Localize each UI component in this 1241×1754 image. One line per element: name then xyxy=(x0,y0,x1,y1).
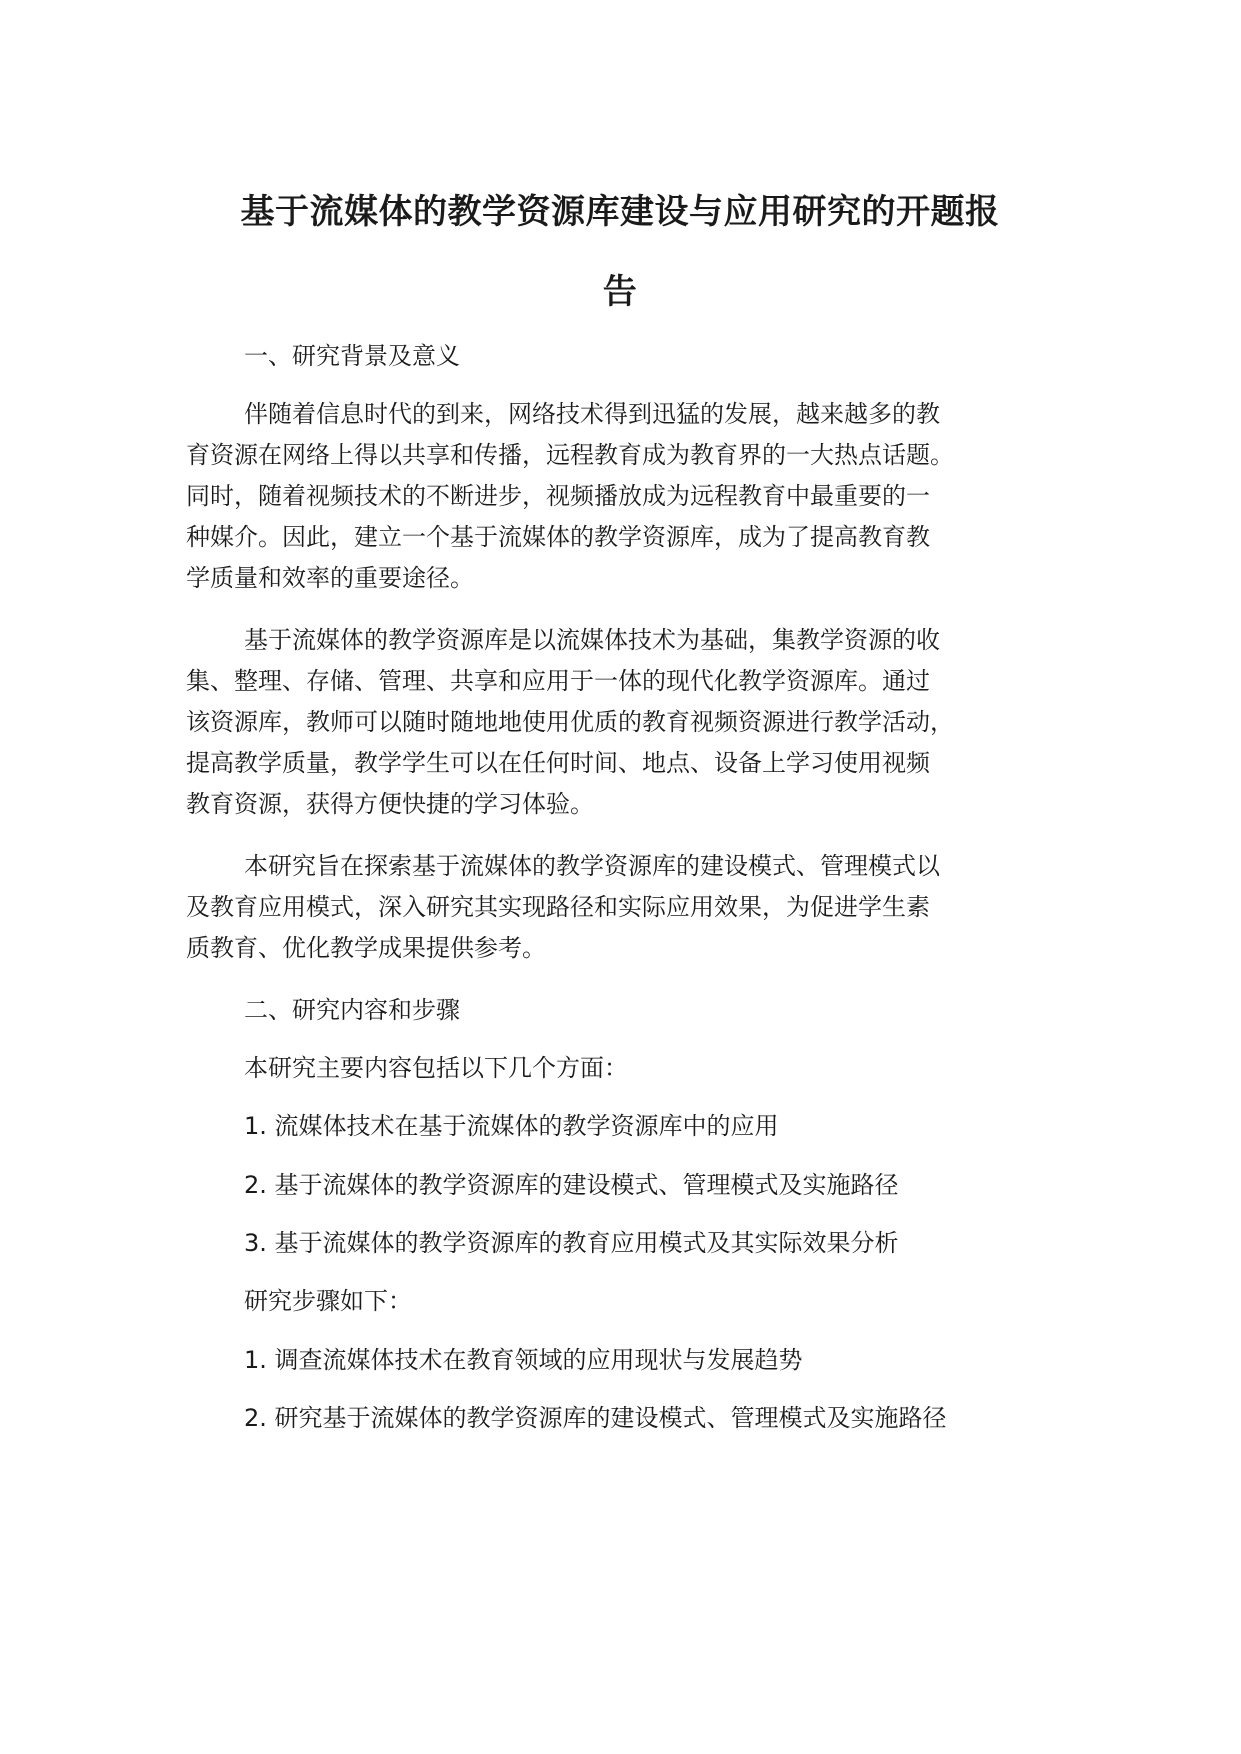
step-item-2: 2. 研究基于流媒体的教学资源库的建设模式、管理模式及实施路径 xyxy=(244,1404,947,1432)
paragraph-2 xyxy=(186,620,1076,825)
content-intro: 本研究主要内容包括以下几个方面： xyxy=(244,1054,628,1082)
content-item-3: 3. 基于流媒体的教学资源库的教育应用模式及其实际效果分析 xyxy=(244,1229,899,1257)
step-item-1: 1. 调查流媒体技术在教育领域的应用现状与发展趋势 xyxy=(244,1346,803,1374)
paragraph-line: 该资源库，教师可以随时随地地使用优质的教育视频资源进行教学活动， xyxy=(186,708,954,736)
paragraph-1 xyxy=(186,394,1076,599)
title-line-2: 告 xyxy=(602,272,638,312)
content-item-1: 1. 流媒体技术在基于流媒体的教学资源库中的应用 xyxy=(244,1112,779,1140)
title-line-1: 基于流媒体的教学资源库建设与应用研究的开题报 xyxy=(240,192,1000,232)
paragraph-line: 同时，随着视频技术的不断进步，视频播放成为远程教育中最重要的一 xyxy=(186,482,930,510)
content-item-2: 2. 基于流媒体的教学资源库的建设模式、管理模式及实施路径 xyxy=(244,1171,899,1199)
paragraph-line: 提高教学质量，教学学生可以在任何时间、地点、设备上学习使用视频 xyxy=(186,749,930,777)
paragraph-line: 伴随着信息时代的到来，网络技术得到迅猛的发展，越来越多的教 xyxy=(244,400,940,428)
paragraph-line: 育资源在网络上得以共享和传播，远程教育成为教育界的一大热点话题。 xyxy=(186,441,954,469)
document-title xyxy=(170,172,1070,332)
paragraph-line: 集、整理、存储、管理、共享和应用于一体的现代化教学资源库。通过 xyxy=(186,667,930,695)
paragraph-line: 质教育、优化教学成果提供参考。 xyxy=(186,934,546,962)
paragraph-line: 基于流媒体的教学资源库是以流媒体技术为基础，集教学资源的收 xyxy=(244,626,940,654)
paragraph-3 xyxy=(186,846,1076,969)
section-1-heading: 一、研究背景及意义 xyxy=(244,342,460,370)
paragraph-line: 种媒介。因此，建立一个基于流媒体的教学资源库，成为了提高教育教 xyxy=(186,523,930,551)
paragraph-line: 及教育应用模式，深入研究其实现路径和实际应用效果，为促进学生素 xyxy=(186,893,930,921)
paragraph-line: 学质量和效率的重要途径。 xyxy=(186,564,474,592)
paragraph-line: 本研究旨在探索基于流媒体的教学资源库的建设模式、管理模式以 xyxy=(244,852,940,880)
steps-intro: 研究步骤如下： xyxy=(244,1287,412,1315)
section-2-heading: 二、研究内容和步骤 xyxy=(244,996,460,1024)
paragraph-line: 教育资源，获得方便快捷的学习体验。 xyxy=(186,790,594,818)
